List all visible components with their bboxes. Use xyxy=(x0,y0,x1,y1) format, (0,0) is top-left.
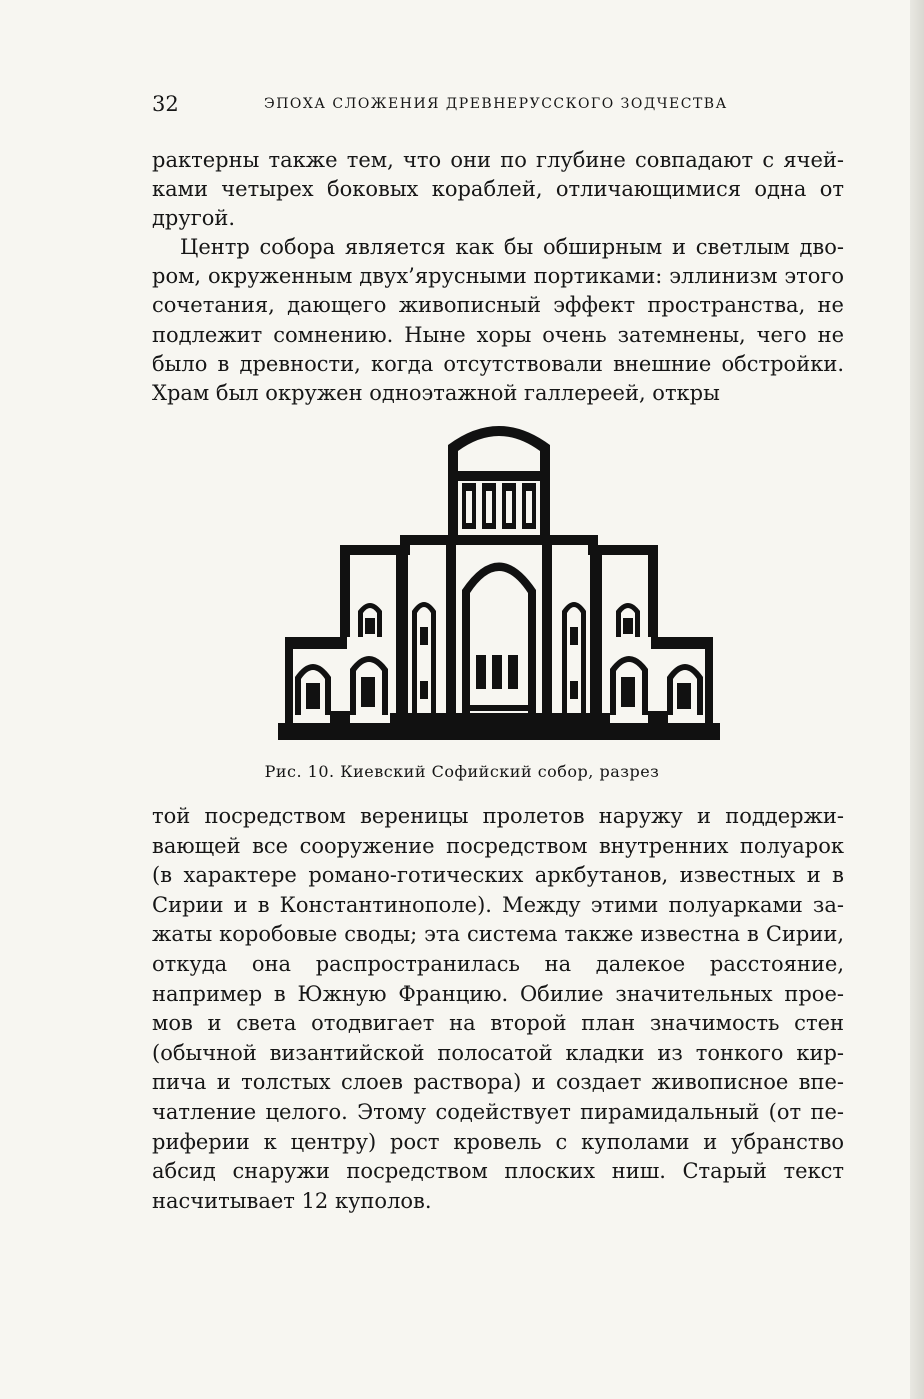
paragraph-2: Центр собора является как бы обширным и светлым двором, окруженным двух’ярусными портиками: эллинизм этого сочетания, дающего живописный эффект пространства, не подлежит сомнению. Ныне хоры очень затемнены, чего не было в древности, когда отсутствовали внешние обстройки. Храм был окружен одноэтажной галлереей, откры xyxy=(152,235,844,406)
page-header xyxy=(152,92,852,116)
paragraph-1: рактерны также тем, что они по глубине совпадают с ячейками четырех боковых кораблей, отличающимися одна от другой. xyxy=(152,148,844,231)
page-edge xyxy=(910,0,924,1399)
figure-caption: Рис. 10. Киевский Софийский собор, разрез xyxy=(264,762,660,781)
running-head: ЭПОХА СЛОЖЕНИЯ ДРЕВНЕРУССКОГО ЗОДЧЕСТВА xyxy=(264,96,728,112)
page-number: 32 xyxy=(152,92,179,116)
cathedral-section-figure xyxy=(270,415,728,745)
cathedral-section-drawing xyxy=(270,415,728,745)
paragraph-3: той посредством вереницы пролетов наружу и поддерживающей все сооружение посредством внутренних полуарок (в характере романо-готических аркбутанов, известных и в Сирии и в Константинополе). Между этими полуарками зажаты коробовые своды; эта система также известна в Сирии, откуда она распространилась на далекое расстояние, например в Южную Францию. Обилие значительных проемов и света отодвигает на второй план значимость стен (обычной византийской полосатой кладки из тонкого кирпича и толстых слоев раствора) и создает живописное впечатление целого. Этому содействует пирамидальный (от периферии к центру) рост кровель с куполами и убранство абсид снаружи посредством плоских ниш. Старый текст насчитывает 12 куполов. xyxy=(152,804,844,1213)
